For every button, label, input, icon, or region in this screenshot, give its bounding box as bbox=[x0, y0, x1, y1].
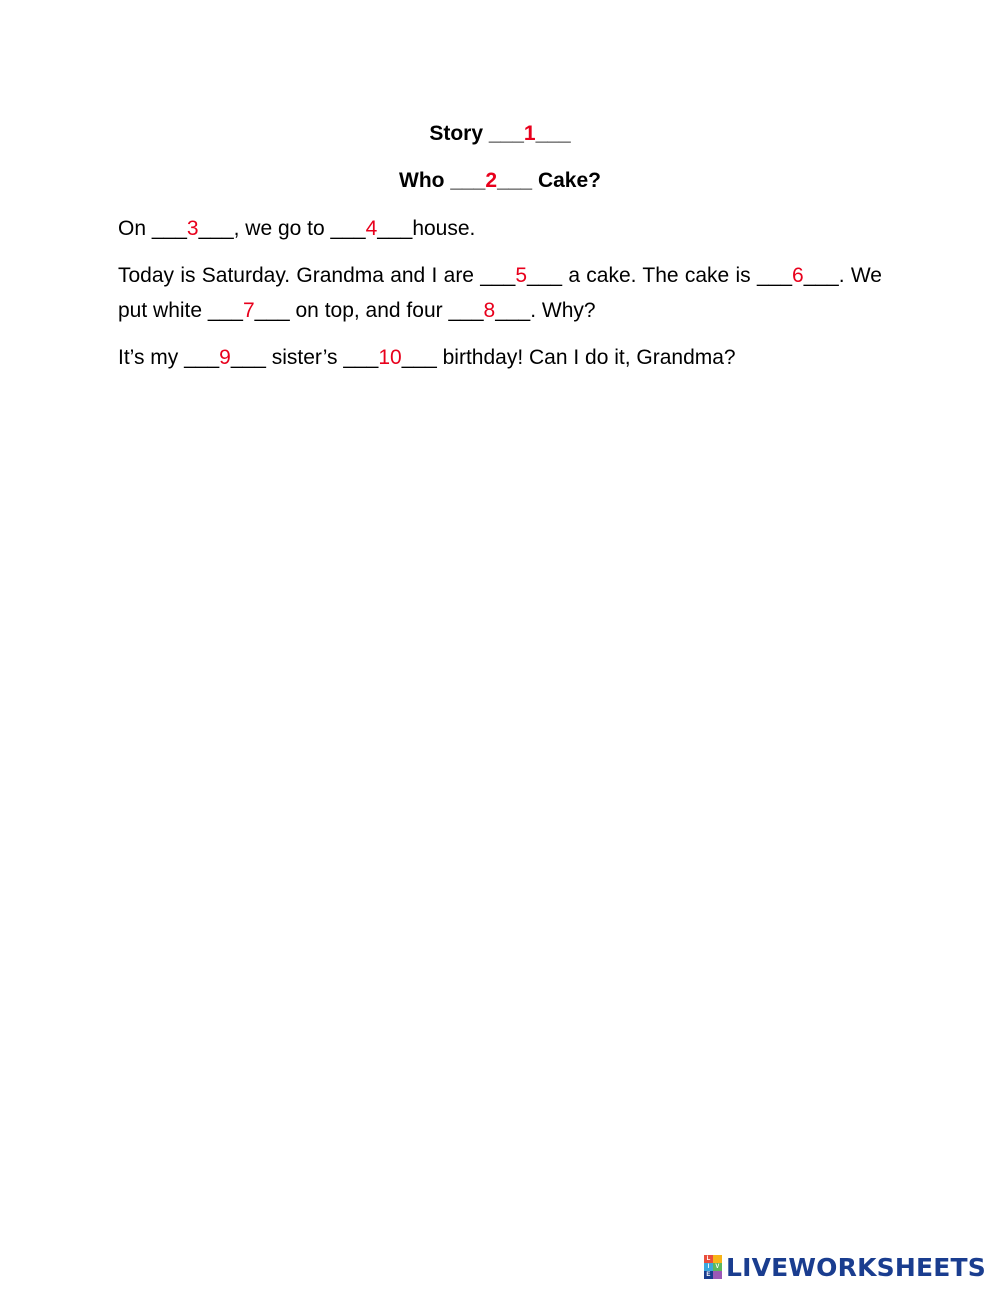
liveworksheets-logo-icon bbox=[704, 1255, 722, 1279]
blank-2[interactable] bbox=[450, 169, 532, 192]
blank-10-right: ___ bbox=[401, 346, 437, 369]
blank-3-number: 3 bbox=[186, 217, 199, 240]
blank-3-left: ___ bbox=[151, 217, 187, 240]
blank-3-right: ___ bbox=[198, 217, 234, 240]
blank-6-left: ___ bbox=[756, 264, 793, 287]
blank-10[interactable] bbox=[343, 346, 436, 369]
blank-4-left: ___ bbox=[330, 217, 366, 240]
blank-4[interactable] bbox=[331, 217, 413, 240]
blank-4-right: ___ bbox=[377, 217, 413, 240]
logo-mark-cell: V bbox=[713, 1263, 722, 1271]
blank-9[interactable] bbox=[184, 346, 266, 369]
logo-mark-cell bbox=[713, 1271, 722, 1279]
liveworksheets-logo-text: LIVEWORKSHEETS bbox=[725, 1252, 986, 1282]
p1-text-3: house. bbox=[412, 217, 476, 240]
blank-1-right: ___ bbox=[535, 122, 571, 145]
blank-5-right: ___ bbox=[527, 264, 563, 287]
p2-text-5: . Why? bbox=[530, 299, 596, 322]
subtitle-suffix: Cake? bbox=[532, 169, 601, 192]
blank-1-number: 1 bbox=[523, 122, 536, 145]
blank-9-left: ___ bbox=[184, 346, 220, 369]
blank-6[interactable] bbox=[757, 264, 839, 287]
story-title-label: Story bbox=[429, 122, 489, 145]
blank-10-left: ___ bbox=[343, 346, 379, 369]
blank-9-number: 9 bbox=[219, 346, 231, 369]
worksheet-page bbox=[118, 118, 882, 375]
blank-2-left: ___ bbox=[450, 169, 486, 192]
blank-7-left: ___ bbox=[207, 299, 243, 322]
paragraph-1 bbox=[118, 211, 882, 246]
p3-text-3: birthday! Can I do it, Grandma? bbox=[436, 346, 736, 369]
story-title bbox=[118, 118, 882, 152]
blank-7-number: 7 bbox=[242, 299, 255, 322]
blank-8-right: ___ bbox=[495, 299, 531, 322]
blank-1[interactable] bbox=[489, 122, 571, 145]
p2-text-4: on top, and four bbox=[289, 299, 449, 322]
blank-5[interactable] bbox=[480, 264, 562, 287]
blank-1-left: ___ bbox=[488, 122, 524, 145]
p1-text-2: , we go to bbox=[233, 217, 331, 240]
p3-text-1: It’s my bbox=[118, 346, 185, 369]
blank-5-left: ___ bbox=[480, 264, 516, 287]
blank-6-right: ___ bbox=[803, 264, 839, 287]
blank-6-number: 6 bbox=[792, 264, 804, 287]
blank-5-number: 5 bbox=[515, 264, 528, 287]
logo-mark-cell: E bbox=[704, 1271, 713, 1279]
p1-text-1: On bbox=[118, 217, 152, 240]
blank-7[interactable] bbox=[208, 299, 290, 322]
blank-2-right: ___ bbox=[497, 169, 533, 192]
p2-text-2: a cake. The cake is bbox=[562, 264, 757, 287]
paragraph-2 bbox=[118, 258, 882, 328]
logo-mark-cell: I bbox=[704, 1263, 713, 1271]
blank-3[interactable] bbox=[152, 217, 234, 240]
p2-text-1: Today is Saturday. Grandma and I are bbox=[118, 264, 481, 287]
liveworksheets-logo bbox=[704, 1252, 986, 1282]
story-subtitle bbox=[118, 165, 882, 199]
blank-2-number: 2 bbox=[485, 169, 498, 192]
blank-10-number: 10 bbox=[378, 346, 402, 369]
paragraph-3 bbox=[118, 340, 882, 375]
blank-9-right: ___ bbox=[230, 346, 266, 369]
p2-text-3: . We put white bbox=[118, 264, 882, 322]
logo-mark-cell: L bbox=[704, 1255, 713, 1263]
logo-mark-cell bbox=[713, 1255, 722, 1263]
p3-text-2: sister’s bbox=[265, 346, 344, 369]
blank-8[interactable] bbox=[448, 299, 530, 322]
blank-7-right: ___ bbox=[254, 299, 290, 322]
subtitle-prefix: Who bbox=[399, 169, 451, 192]
blank-4-number: 4 bbox=[365, 217, 378, 240]
blank-8-number: 8 bbox=[483, 299, 496, 322]
blank-8-left: ___ bbox=[448, 299, 484, 322]
